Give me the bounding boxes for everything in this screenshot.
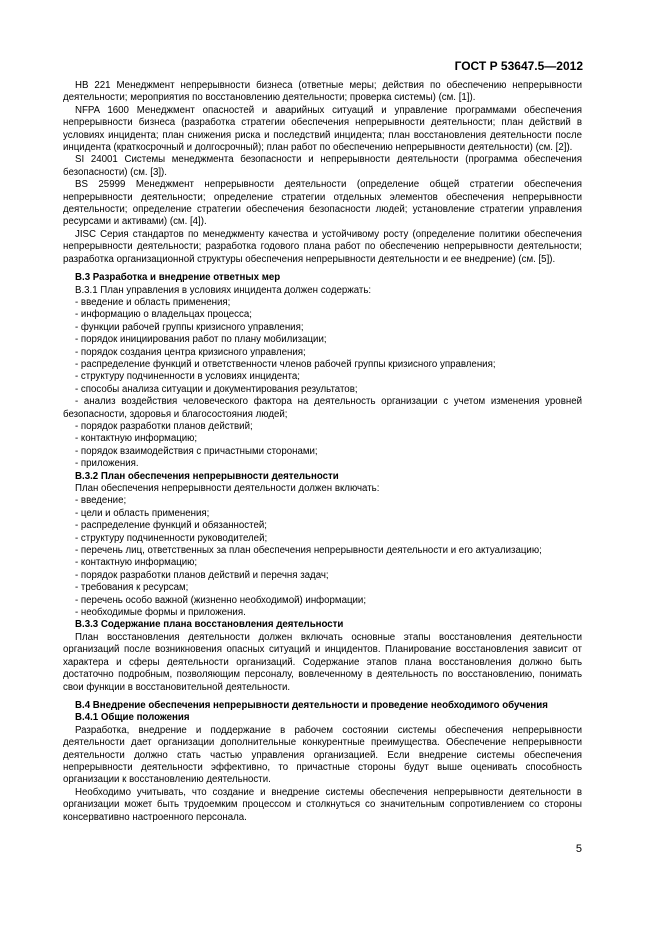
list-item: - порядок создания центра кризисного управления; [75,346,306,358]
list-item: - структуру подчиненности руководителей; [75,532,268,544]
list-item: - цели и область применения; [75,507,210,519]
list-item: - порядок разработки планов действий; [75,420,253,432]
list-item: - анализ воздействия человеческого фактора на деятельность организации с учетом изменения уровней безопасности, здоровья и благосостояния людей; [63,396,582,420]
section-heading-b32: В.3.2 План обеспечения непрерывности деятельности [75,470,339,482]
list-item: - распределение функций и обязанностей; [75,520,267,532]
list-item: - введение; [75,495,127,507]
list-item: - контактную информацию; [75,557,198,569]
list-item: - порядок инициирования работ по плану мобилизации; [75,334,327,346]
list-item: - структуру подчиненности в условиях инцидента; [75,371,300,383]
reference-hb221: НВ 221 Менеджмент непрерывности бизнеса (ответные меры; действия по обеспечению непрерывности деятельности; мероприятия по восстановлению деятельности; проверка системы) (см. [1]). [63,80,582,104]
page-number: 5 [575,843,582,855]
list-item: - порядок взаимодействия с причастными сторонами; [75,445,318,457]
section-heading-b4: В.4 Внедрение обеспечения непрерывности деятельности и проведение необходимого обучения [75,699,548,711]
list-item: - способы анализа ситуации и документирования результатов; [75,383,358,395]
document-id-header: ГОСТ Р 53647.5—2012 [454,59,583,73]
list-item: - требования к ресурсам; [75,582,189,594]
list-item: - функции рабочей группы кризисного управления; [75,321,304,333]
section-text-b41-p1: Разработка, внедрение и поддержание в рабочем состоянии системы обеспечения непрерывности деятельности дает организации дополнительные конкурентные преимущества. Обеспечение непрерывности деятельности должно стать частью управления организацией. Если внедрение системы обеспечения непрерывности деятельности эффективно, то причастные стороны будут выше оценивать способность организации к восстановлению деятельности. [63,724,582,786]
list-item: - приложения. [75,458,139,470]
document-body [63,80,582,824]
list-item: - перечень особо важной (жизненно необходимой) информации; [75,594,367,606]
list-item: - информацию о владельцах процесса; [75,309,252,321]
section-intro-b32: План обеспечения непрерывности деятельности должен включать: [75,483,380,494]
list-item: - порядок разработки планов действий и перечня задач; [75,569,329,581]
section-intro-b31: В.3.1 План управления в условиях инцидента должен содержать: [75,284,372,296]
list-item: - введение и область применения; [75,296,231,308]
section-text-b33: План восстановления деятельности должен включать основные этапы восстановления деятельности организаций после возникновения опасных ситуаций и инцидентов. Планирование восстановления зависит от характера и сферы деятельности организаций. Содержание этапов плана восстановления должно быть достаточно подробным, позволяющим персоналу, вовлеченному в деятельность по восстановлению, понимать свои функции в восстановительной деятельности. [63,631,582,693]
list-item: - перечень лиц, ответственных за план обеспечения непрерывности деятельности и его актуализацию; [75,545,542,557]
reference-jisc: JISC Серия стандартов по менеджменту качества и устойчивому росту (определение политики обеспечения непрерывности деятельности; разработка годового плана работ по обеспечению непрерывности деятельности; разработка организационной структуры обеспечения непрерывности деятельности и ее внедрение) (см. [5]). [63,228,582,265]
reference-nfpa1600: NFPA 1600 Менеджмент опасностей и аварийных ситуаций и управление программами обеспечения непрерывности бизнеса (разработка стратегии обеспечения непрерывности деятельности; план действий в условиях инцидента; план снижения риска и последствий инцидента; план восстановления деятельности после инцидента (краткосрочный и долгосрочный); план работ по обеспечению непрерывности деятельности) (см. [2]). [63,104,582,154]
section-heading-b41: В.4.1 Общие положения [75,712,190,724]
reference-bs25999: BS 25999 Менеджмент непрерывности деятельности (определение общей стратегии обеспечения непрерывности деятельности; определение стратегии отдельных элементов обеспечения непрерывности деятельности; определение стратегии обеспечения безопасности людей; установление стратегии управления ресурсами и активами) (см. [4]). [63,179,582,228]
list-item: - распределение функций и ответственности членов рабочей группы кризисного управления; [75,358,496,370]
list-item: - необходимые формы и приложения. [75,607,246,619]
section-heading-b3: В.3 Разработка и внедрение ответных мер [75,272,281,284]
section-heading-b33: В.3.3 Содержание плана восстановления деятельности [75,619,344,631]
list-item: - контактную информацию; [75,433,198,445]
section-text-b41-p2: Необходимо учитывать, что создание и внедрение системы обеспечения непрерывности деятельности в организации может быть трудоемким процессом и столкнуться со значительным сопротивлением со стороны консервативно настроенного персонала. [63,786,582,823]
reference-si24001: SI 24001 Системы менеджмента безопасности и непрерывности деятельности (программа обеспечения безопасности) (см. [3]). [63,154,582,178]
